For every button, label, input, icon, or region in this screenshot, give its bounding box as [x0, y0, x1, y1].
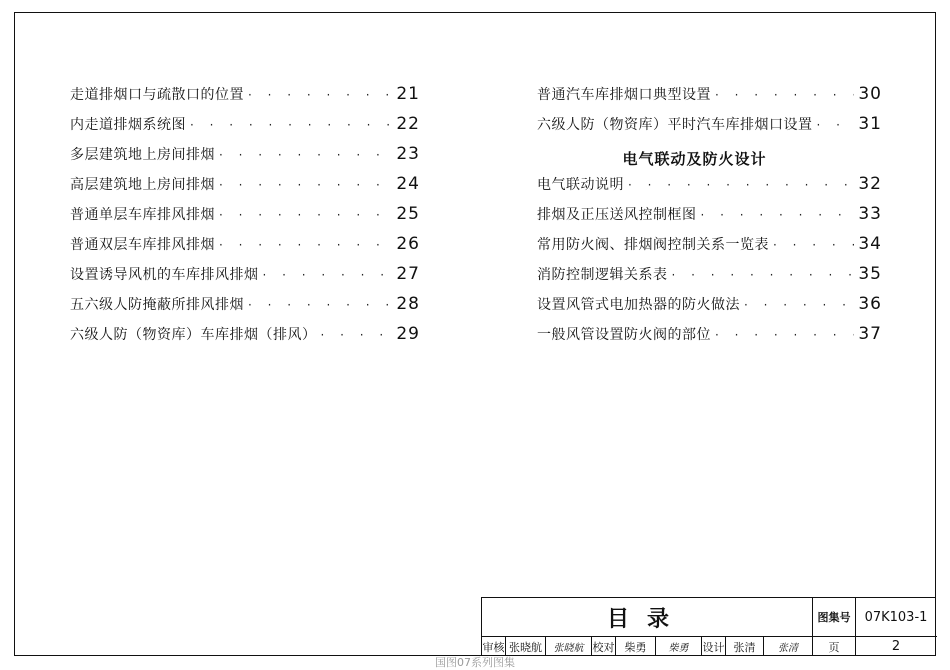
toc-entry-page: 33: [858, 204, 882, 224]
dot-leader: [628, 178, 854, 192]
toc-entry-label: 电气联动说明: [537, 177, 624, 193]
toc-entry-page: 27: [396, 264, 420, 284]
toc-entry-page: 32: [858, 174, 882, 194]
toc-entry-page: 37: [858, 324, 882, 344]
toc-entry[interactable]: [70, 234, 420, 264]
toc-entry-page: 22: [396, 114, 420, 134]
title-block: [481, 597, 936, 656]
toc-entry[interactable]: [537, 84, 882, 114]
checker-name: 柴勇: [616, 637, 656, 656]
toc-right-column: [537, 84, 882, 354]
toc-entry-page: 35: [858, 264, 882, 284]
toc-entry[interactable]: [70, 144, 420, 174]
dot-leader: [248, 298, 392, 312]
toc-entry-page: 30: [858, 84, 882, 104]
toc-entry[interactable]: [537, 204, 882, 234]
toc-entry-page: 23: [396, 144, 420, 164]
dot-leader: [219, 178, 392, 192]
dot-leader: [773, 238, 854, 252]
toc-left-column: [70, 84, 420, 354]
dot-leader: [715, 328, 854, 342]
toc-entry[interactable]: [70, 84, 420, 114]
toc-entry-label: 普通汽车库排烟口典型设置: [537, 87, 711, 103]
design-label: 设计: [702, 637, 726, 656]
toc-entry-label: 设置风管式电加热器的防火做法: [537, 297, 740, 313]
reviewer-signature: 张晓航: [546, 637, 592, 656]
dot-leader: [817, 118, 855, 132]
set-number-label: 图集号: [817, 611, 851, 624]
toc-entry-page: 31: [858, 114, 882, 134]
toc-entry[interactable]: [70, 264, 420, 294]
toc-entry-page: 21: [396, 84, 420, 104]
toc-entry[interactable]: [537, 264, 882, 294]
checker-signature: 柴勇: [656, 637, 702, 656]
dot-leader: [219, 238, 392, 252]
dot-leader: [321, 328, 393, 342]
dot-leader: [672, 268, 855, 282]
dot-leader: [190, 118, 392, 132]
designer-signature: 张清: [778, 643, 798, 654]
toc-entry-page: 24: [396, 174, 420, 194]
dot-leader: [219, 148, 392, 162]
toc-entry[interactable]: [70, 174, 420, 204]
toc-entry-label: 设置诱导风机的车库排风排烟: [70, 267, 259, 283]
toc-entry-label: 高层建筑地上房间排烟: [70, 177, 215, 193]
toc-entry[interactable]: [537, 114, 882, 144]
toc-entry-label: 六级人防（物资库）平时汽车库排烟口设置: [537, 117, 813, 133]
toc-entry-page: 29: [396, 324, 420, 344]
toc-entry[interactable]: [70, 114, 420, 144]
dot-leader: [701, 208, 855, 222]
set-number-value: 07K103-1: [864, 609, 928, 625]
dot-leader: [263, 268, 393, 282]
toc-entry[interactable]: [537, 294, 882, 324]
toc-entry-label: 多层建筑地上房间排烟: [70, 147, 215, 163]
section-heading: 电气联动及防火设计: [622, 150, 767, 168]
toc-entry-label: 五六级人防掩蔽所排风排烟: [70, 297, 244, 313]
page-label: 页: [828, 640, 840, 654]
page-number-value: 2: [891, 639, 901, 654]
dot-leader: [715, 88, 854, 102]
toc-entry-page: 28: [396, 294, 420, 314]
dot-leader: [248, 88, 392, 102]
toc-entry[interactable]: [537, 324, 882, 354]
toc-entry-page: 34: [858, 234, 882, 254]
toc-entry-label: 普通双层车库排风排烟: [70, 237, 215, 253]
toc-entry[interactable]: [70, 324, 420, 354]
reviewer-name: 张晓航: [506, 637, 546, 656]
toc-entry[interactable]: [70, 204, 420, 234]
toc-entry-page: 26: [396, 234, 420, 254]
toc-entry-label: 六级人防（物资库）车库排烟（排风）: [70, 327, 317, 343]
toc-entry[interactable]: [537, 174, 882, 204]
review-label: 审核: [482, 637, 506, 656]
toc-entry[interactable]: [537, 234, 882, 264]
watermark: 国图07系列图集: [435, 656, 515, 669]
toc-entry-label: 走道排烟口与疏散口的位置: [70, 87, 244, 103]
title-block-title: 目录: [606, 606, 687, 632]
dot-leader: [219, 208, 392, 222]
toc-entry-label: 一般风管设置防火阀的部位: [537, 327, 711, 343]
designer-name: 张清: [726, 637, 764, 656]
toc-entry-page: 25: [396, 204, 420, 224]
toc-entry-label: 消防控制逻辑关系表: [537, 267, 668, 283]
toc-entry[interactable]: [70, 294, 420, 324]
dot-leader: [744, 298, 854, 312]
toc-entry-label: 普通单层车库排风排烟: [70, 207, 215, 223]
toc-entry-page: 36: [858, 294, 882, 314]
toc-entry-label: 排烟及正压送风控制框图: [537, 207, 697, 223]
check-label: 校对: [592, 637, 616, 656]
toc-entry-label: 常用防火阀、排烟阀控制关系一览表: [537, 237, 769, 253]
toc-entry-label: 内走道排烟系统图: [70, 117, 186, 133]
